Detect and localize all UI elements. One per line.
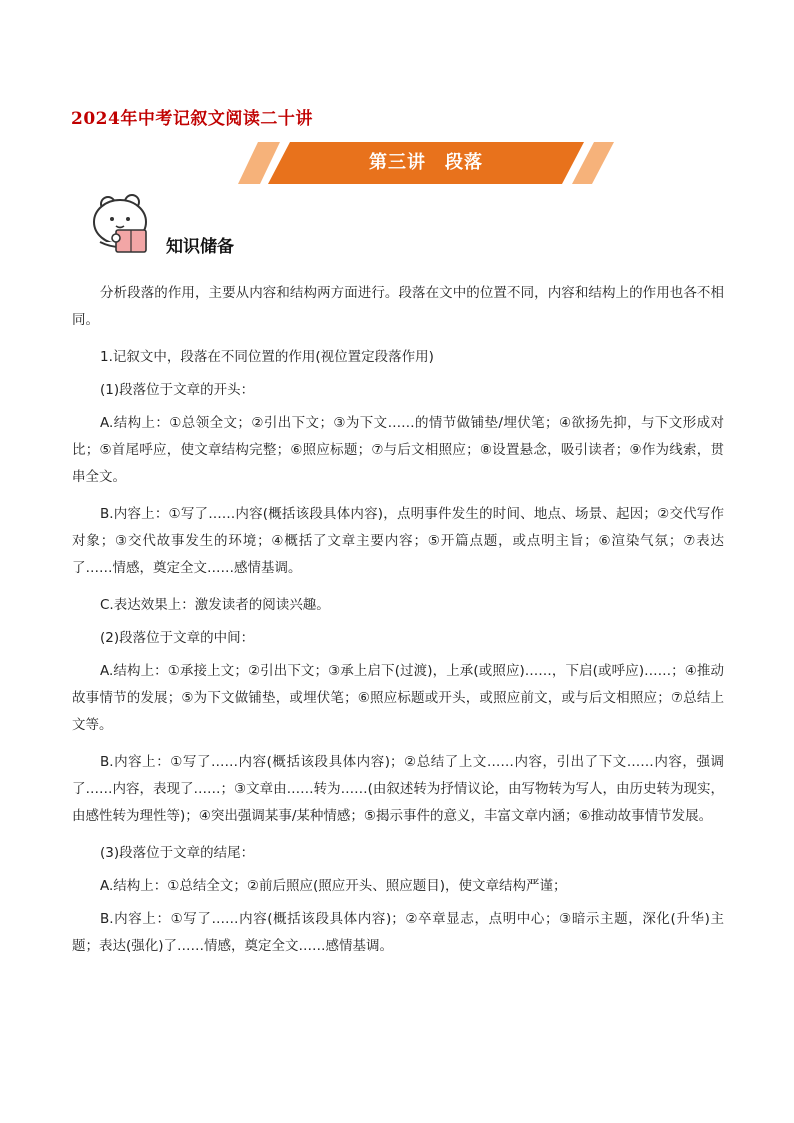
paragraph: (3)段落位于文章的结尾： (100, 845, 255, 861)
paragraph: B.内容上：①写了……内容(概括该段具体内容)；②总结了上文……内容，引出了下文……内容，强调了……内容，表现了……；③文章由……转为……(由叙述转为抒情议论，由写物转为写人，由历史转为现实，由感性转为理性等)；④突出强调某事/某种情感；⑤揭示事件的意义，丰富文章内涵；⑥推动故事情节发展。 (72, 754, 724, 824)
lesson-banner (236, 140, 616, 186)
section-title: 知识储备 (166, 237, 234, 257)
paragraph: A.结构上：①承接上文；②引出下文；③承上启下(过渡)，上承(或照应)……，下启(或呼应)……；④推动故事情节的发展；⑤为下文做铺垫，或埋伏笔；⑥照应标题或开头，或照应前文，或与后文相照应；⑦总结上文等。 (72, 663, 724, 733)
banner-title: 第三讲 段落 (369, 152, 483, 173)
paragraph: A.结构上：①总结全文；②前后照应(照应开头、照应题目)，使文章结构严谨； (100, 878, 567, 894)
paragraph: (2)段落位于文章的中间： (100, 630, 255, 646)
document-title: 2024年中考记叙文阅读二十讲 (71, 109, 313, 129)
article-body (72, 280, 724, 970)
paragraph: 分析段落的作用，主要从内容和结构两方面进行。段落在文中的位置不同，内容和结构上的作用也各不相同。 (72, 285, 724, 328)
reading-bear-icon (86, 192, 154, 256)
paragraph: B.内容上：①写了……内容(概括该段具体内容)；②卒章显志，点明中心；③暗示主题，深化(升华)主题；表达(强化)了……情感，奠定全文……感情基调。 (72, 911, 724, 954)
paragraph: A.结构上：①总领全文；②引出下文；③为下文……的情节做铺垫/埋伏笔；④欲扬先抑，与下文形成对比；⑤首尾呼应，使文章结构完整；⑥照应标题；⑦与后文相照应；⑧设置悬念，吸引读者；⑨作为线索，贯串全文。 (72, 415, 724, 485)
paragraph: B.内容上：①写了……内容(概括该段具体内容)，点明事件发生的时间、地点、场景、起因；②交代写作对象；③交代故事发生的环境；④概括了文章主要内容；⑤开篇点题，或点明主旨；⑥渲染气氛；⑦表达了……情感，奠定全文……感情基调。 (72, 506, 724, 576)
paragraph: (1)段落位于文章的开头： (100, 382, 255, 398)
paragraph: 1.记叙文中，段落在不同位置的作用(视位置定段落作用) (100, 349, 434, 365)
paragraph: C.表达效果上：激发读者的阅读兴趣。 (100, 597, 330, 613)
